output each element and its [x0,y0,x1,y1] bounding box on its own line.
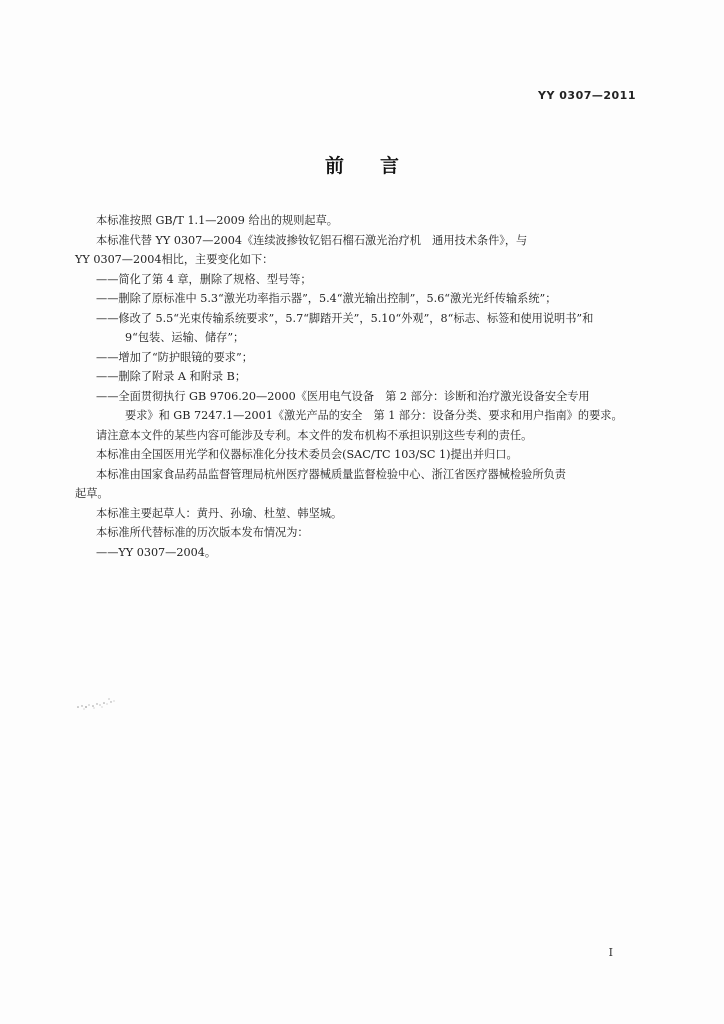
change-item: ——全面贯彻执行 GB 9706.20—2000《医用电气设备 第 2 部分：诊断和治疗激光设备安全专用 [96,389,590,403]
change-item: ——简化了第 4 章，删除了规格、型号等； [96,272,312,286]
change-item: ——修改了 5.5“光束传输系统要求”，5.7“脚踏开关”，5.10“外观”，8“标志、标签和使用说明书”和 [96,311,594,325]
paragraph-drafting-rules: 本标准按照 GB/T 1.1—2009 给出的规则起草。 [96,214,338,227]
history-item: ——YY 0307—2004。 [96,545,217,559]
page-number: I [608,946,613,959]
change-item: ——删除了附录 A 和附录 B； [96,370,247,383]
change-item: ——增加了“防护眼镜的要求”； [96,350,253,364]
change-item-cont: 要求》和 GB 7247.1—2001《激光产品的安全 第 1 部分：设备分类、要求和用户指南》的要求。 [125,409,623,422]
change-item-cont: 9“包装、运输、储存”； [125,331,245,344]
paragraph-history: 本标准所代替标准的历次版本发布情况为： [96,526,309,539]
paragraph-patent-notice: 请注意本文件的某些内容可能涉及专利。本文件的发布机构不承担识别这些专利的责任。 [96,428,533,442]
paragraph-drafters: 本标准主要起草人：黄丹、孙瑜、杜堃、韩坚城。 [96,506,343,520]
paragraph-drafted-by-cont: 起草。 [75,487,109,500]
paragraph-proposed-by: 本标准由全国医用光学和仪器标准化分技术委员会(SAC/TC 103/SC 1)提出并归口。 [96,448,518,461]
scan-smudge-mark [74,695,124,713]
foreword-body [75,211,655,562]
paragraph-replaces-cont: YY 0307—2004相比，主要变化如下： [75,253,274,266]
paragraph-replaces: 本标准代替 YY 0307—2004《连续波掺钕钇铝石榴石激光治疗机 通用技术条件》，与 [96,233,528,247]
standard-code: YY 0307—2011 [538,89,636,102]
paragraph-drafted-by: 本标准由国家食品药品监督管理局杭州医疗器械质量监督检验中心、浙江省医疗器械检验所负责 [96,467,566,481]
change-item: ——删除了原标准中 5.3“激光功率指示器”，5.4“激光输出控制”，5.6“激光光纤传输系统”； [96,292,557,305]
page-title: 前言 [324,155,435,177]
